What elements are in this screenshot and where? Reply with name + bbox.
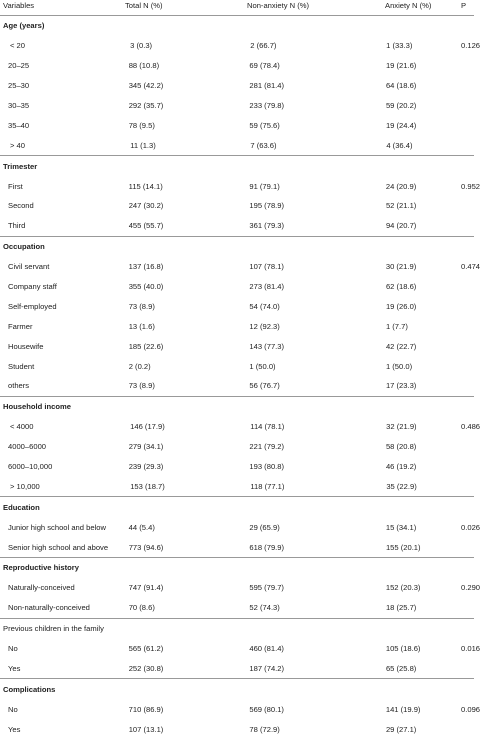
cell-non-anxiety: 2 (66.7) — [250, 41, 277, 51]
cell-anxiety: 64 (18.6) — [385, 81, 417, 91]
table-row — [0, 176, 480, 196]
cell-anxiety: 62 (18.6) — [385, 282, 417, 292]
cell-anxiety: 141 (19.9) — [385, 704, 421, 714]
cell-non-anxiety: 59 (75.6) — [249, 120, 280, 130]
cell-total: 565 (61.2) — [128, 644, 164, 654]
category-label: Previous children in the family — [3, 624, 104, 634]
cell-anxiety: 52 (21.1) — [385, 201, 417, 211]
table-row — [0, 356, 474, 376]
cell-label: others — [8, 381, 30, 391]
cell-non-anxiety: 569 (80.1) — [249, 704, 284, 714]
category-label: Reproductive history — [3, 563, 79, 573]
cell-total: 11 (1.3) — [130, 140, 156, 150]
cell-total: 137 (16.8) — [128, 262, 164, 272]
cell-anxiety: 94 (20.7) — [385, 221, 417, 231]
table-row — [0, 578, 480, 598]
cell-p-value: 0.016 — [461, 644, 480, 654]
table-body — [0, 16, 480, 739]
category-label: Household income — [3, 402, 71, 412]
category-label: Trimester — [3, 161, 38, 171]
cell-p-value: 0.486 — [461, 422, 480, 432]
table-row — [0, 639, 480, 659]
cell-anxiety: 42 (22.7) — [385, 341, 417, 351]
category-row — [0, 16, 474, 36]
cell-non-anxiety: 460 (81.4) — [249, 644, 284, 654]
category-row — [0, 678, 474, 699]
cell-label: No — [8, 704, 18, 714]
cell-total: 73 (8.9) — [128, 301, 155, 311]
cell-anxiety: 1 (33.3) — [386, 41, 413, 51]
cell-non-anxiety: 1 (50.0) — [249, 361, 276, 371]
cell-label: 30–35 — [8, 101, 30, 110]
table-row — [0, 336, 474, 356]
cell-total: 239 (29.3) — [128, 462, 164, 472]
cell-anxiety: 29 (27.1) — [385, 724, 417, 734]
cell-non-anxiety: 595 (79.7) — [249, 583, 284, 593]
table-row — [0, 417, 480, 437]
cell-anxiety: 59 (20.2) — [385, 101, 417, 110]
cell-anxiety: 19 (26.0) — [385, 301, 417, 311]
cell-p-value: 0.096 — [461, 704, 480, 714]
cell-non-anxiety: 52 (74.3) — [249, 603, 280, 613]
category-row — [0, 557, 474, 578]
cell-label: Yes — [8, 724, 21, 734]
cell-label: Civil servant — [8, 262, 50, 272]
header-variables: Variables — [3, 1, 35, 10]
cell-label: > 10,000 — [10, 481, 40, 491]
category-row — [0, 496, 474, 517]
table-row — [0, 196, 474, 216]
header-p: P — [461, 1, 467, 10]
category-row — [0, 155, 474, 176]
category-row — [0, 396, 474, 417]
cell-total: 88 (10.8) — [128, 61, 160, 71]
cell-non-anxiety: 233 (79.8) — [249, 101, 285, 110]
category-row — [0, 236, 474, 257]
cell-non-anxiety: 618 (79.9) — [249, 542, 285, 552]
cell-anxiety: 65 (25.8) — [385, 663, 417, 673]
cell-non-anxiety: 361 (79.3) — [249, 221, 285, 231]
cell-total: 146 (17.9) — [130, 422, 165, 432]
cell-anxiety: 15 (34.1) — [385, 522, 417, 532]
cell-total: 3 (0.3) — [130, 41, 153, 51]
cell-label: Self-employed — [8, 301, 57, 311]
table-row — [0, 457, 474, 477]
cell-anxiety: 1 (7.7) — [385, 321, 408, 331]
cell-label: > 40 — [10, 140, 25, 150]
cell-total: 70 (8.6) — [128, 603, 155, 613]
cell-label: Company staff — [8, 282, 57, 292]
table-row — [0, 376, 474, 396]
header-anxiety: Anxiety N (%) — [385, 1, 432, 10]
cell-label: Non-naturally-conceived — [8, 603, 90, 613]
cell-total: 355 (40.0) — [128, 282, 164, 292]
cell-anxiety: 155 (20.1) — [385, 542, 421, 552]
table-row — [0, 135, 474, 155]
cell-label: 20–25 — [8, 61, 30, 71]
cell-non-anxiety: 78 (72.9) — [249, 724, 280, 734]
cell-total: 710 (86.9) — [128, 704, 164, 714]
cell-label: Farmer — [8, 321, 33, 331]
cell-p-value: 0.026 — [461, 522, 480, 532]
cell-non-anxiety: 56 (76.7) — [249, 381, 280, 391]
table-row — [0, 598, 474, 618]
cell-anxiety: 46 (19.2) — [385, 462, 417, 472]
cell-anxiety: 105 (18.6) — [385, 644, 421, 654]
cell-total: 252 (30.8) — [128, 663, 164, 673]
category-label: Education — [3, 502, 40, 512]
cell-anxiety: 1 (50.0) — [385, 361, 413, 371]
cell-non-anxiety: 187 (74.2) — [249, 663, 285, 673]
cell-p-value: 0.952 — [461, 181, 480, 191]
cell-total: 2 (0.2) — [128, 361, 151, 371]
cell-label: No — [8, 644, 18, 654]
cell-total: 747 (91.4) — [128, 583, 164, 593]
cell-anxiety: 24 (20.9) — [385, 181, 417, 191]
category-label: Occupation — [3, 242, 45, 252]
category-label: Complications — [3, 684, 56, 694]
cell-total: 773 (94.6) — [128, 542, 164, 552]
table-row — [0, 437, 474, 457]
table-row — [0, 277, 474, 297]
cell-total: 44 (5.4) — [128, 522, 155, 532]
cell-label: Naturally-conceived — [8, 583, 75, 593]
cell-label: Yes — [8, 663, 21, 673]
header-non-anxiety: Non-anxiety N (%) — [247, 1, 310, 10]
cell-anxiety: 17 (23.3) — [385, 381, 417, 391]
cell-total: 115 (14.1) — [128, 181, 163, 191]
cell-label: Third — [8, 221, 26, 231]
cell-label: Second — [8, 201, 34, 211]
cell-label: 6000–10,000 — [8, 462, 53, 472]
table-row — [0, 56, 474, 76]
table-row — [0, 257, 480, 277]
cell-label: First — [8, 181, 23, 191]
cell-label: < 4000 — [10, 422, 34, 432]
cell-total: 455 (55.7) — [128, 221, 164, 231]
cell-anxiety: 19 (21.6) — [385, 61, 417, 71]
header-total: Total N (%) — [125, 1, 163, 10]
cell-anxiety: 18 (25.7) — [385, 603, 417, 613]
cell-non-anxiety: 281 (81.4) — [249, 81, 285, 91]
table-row — [0, 517, 480, 537]
table-row — [0, 115, 474, 135]
cell-total: 185 (22.6) — [128, 341, 164, 351]
cell-total: 345 (42.2) — [128, 81, 164, 91]
cell-non-anxiety: 107 (78.1) — [249, 262, 284, 272]
cell-p-value: 0.474 — [461, 262, 480, 272]
cell-non-anxiety: 29 (65.9) — [249, 522, 280, 532]
table-row — [0, 36, 480, 56]
cell-total: 153 (18.7) — [130, 481, 165, 491]
table-row — [0, 96, 474, 116]
table-row — [0, 476, 474, 496]
cell-label: 4000–6000 — [8, 442, 47, 452]
cell-label: Junior high school and below — [8, 522, 106, 532]
cell-anxiety: 30 (21.9) — [385, 262, 417, 272]
cell-non-anxiety: 69 (78.4) — [249, 61, 280, 71]
cell-total: 279 (34.1) — [128, 442, 164, 452]
cell-non-anxiety: 118 (77.1) — [250, 481, 285, 491]
cell-label: 25–30 — [8, 81, 30, 91]
cell-label: 35–40 — [8, 120, 30, 130]
table-row — [0, 699, 480, 719]
category-row — [0, 618, 474, 639]
cell-non-anxiety: 12 (92.3) — [249, 321, 280, 331]
cell-anxiety: 152 (20.3) — [385, 583, 421, 593]
cell-non-anxiety: 193 (80.8) — [249, 462, 285, 472]
table-row — [0, 659, 474, 679]
cell-total: 78 (9.5) — [128, 120, 155, 130]
cell-p-value: 0.126 — [461, 41, 480, 51]
cell-p-value: 0.290 — [461, 583, 480, 593]
cell-anxiety: 35 (22.9) — [386, 481, 417, 491]
cell-anxiety: 32 (21.9) — [386, 422, 417, 432]
cell-non-anxiety: 195 (78.9) — [249, 201, 285, 211]
cell-non-anxiety: 114 (78.1) — [250, 422, 285, 432]
table-row — [0, 719, 474, 739]
cell-label: Housewife — [8, 341, 44, 351]
cell-non-anxiety: 143 (77.3) — [249, 341, 285, 351]
category-label: Age (years) — [3, 21, 45, 31]
cell-non-anxiety: 54 (74.0) — [249, 301, 280, 311]
cell-anxiety: 4 (36.4) — [386, 140, 413, 150]
cell-label: Senior high school and above — [8, 542, 109, 552]
cell-non-anxiety: 273 (81.4) — [249, 282, 285, 292]
cell-anxiety: 58 (20.8) — [385, 442, 417, 452]
table-row — [0, 316, 474, 336]
table-row — [0, 76, 474, 96]
table-header — [0, 0, 474, 16]
table-row — [0, 216, 474, 236]
table-row — [0, 537, 474, 557]
cell-total: 13 (1.6) — [128, 321, 155, 331]
cell-label: Student — [8, 361, 35, 371]
cell-non-anxiety: 221 (79.2) — [249, 442, 285, 452]
cell-non-anxiety: 7 (63.6) — [250, 140, 277, 150]
cell-total: 247 (30.2) — [128, 201, 164, 211]
cell-total: 292 (35.7) — [128, 101, 164, 110]
table-row — [0, 296, 474, 316]
cell-label: < 20 — [10, 41, 25, 51]
cell-non-anxiety: 91 (79.1) — [249, 181, 280, 191]
cell-total: 107 (13.1) — [128, 724, 164, 734]
cell-total: 73 (8.9) — [128, 381, 155, 391]
cell-anxiety: 19 (24.4) — [385, 120, 417, 130]
